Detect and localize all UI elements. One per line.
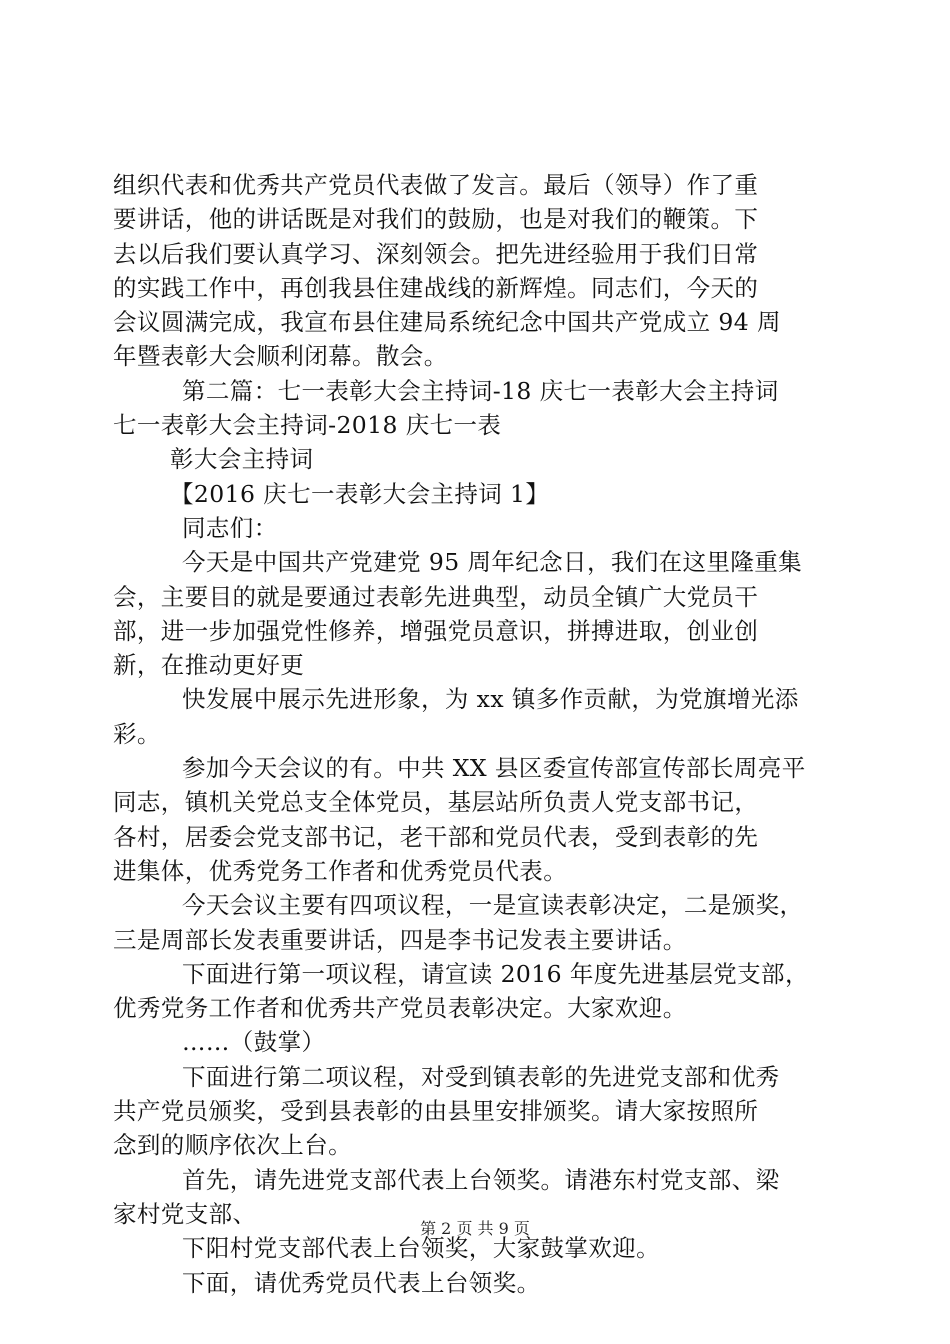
text-line: 第二篇：七一表彰大会主持词-18 庆七一表彰大会主持词	[182, 376, 779, 405]
text-line: 进集体，优秀党务工作者和优秀党员代表。	[113, 856, 568, 885]
text-line: 部，进一步加强党性修养，增强党员意识，拼搏进取，创业创	[113, 616, 759, 645]
text-line: 三是周部长发表重要讲话，四是李书记发表主要讲话。	[113, 925, 687, 954]
text-line: 下面进行第一项议程，请宣读 2016 年度先进基层党支部，	[182, 959, 809, 988]
text-line: 同志，镇机关党总支全体党员，基层站所负责人党支部书记，	[113, 788, 759, 817]
text-line: 会，主要目的就是要通过表彰先进典型，动员全镇广大党员干	[113, 582, 759, 611]
text-line: 年暨表彰大会顺利闭幕。散会。	[113, 342, 448, 371]
text-line: 要讲话，他的讲话既是对我们的鼓励，也是对我们的鞭策。下	[113, 205, 759, 234]
text-line: 同志们：	[182, 513, 278, 542]
text-line: 下面进行第二项议程，对受到镇表彰的先进党支部和优秀	[182, 1062, 780, 1091]
text-line: 彩。	[113, 719, 161, 748]
document-body	[113, 168, 843, 1300]
text-line: 快发展中展示先进形象，为 xx 镇多作贡献，为党旗增光添	[182, 685, 799, 714]
text-line: 组织代表和优秀共产党员代表做了发言。最后（领导）作了重	[113, 171, 759, 199]
text-line: ……（鼓掌）	[182, 1028, 326, 1057]
text-line: 的实践工作中，再创我县住建战线的新辉煌。同志们，今天的	[113, 273, 759, 302]
text-line: 首先，请先进党支部代表上台领奖。请港东村党支部、梁	[182, 1165, 780, 1194]
text-line: 家村党支部、	[113, 1199, 257, 1228]
text-line: 优秀党务工作者和优秀共产党员表彰决定。大家欢迎。	[113, 994, 687, 1023]
text-line: 彰大会主持词	[170, 445, 314, 474]
text-line: 下面，请优秀党员代表上台领奖。	[182, 1268, 541, 1297]
text-line: 【2016 庆七一表彰大会主持词 1】	[170, 479, 550, 508]
text-line: 今天是中国共产党建党 95 周年纪念日，我们在这里隆重集	[182, 548, 803, 577]
text-line: 今天会议主要有四项议程，一是宣读表彰决定，二是颁奖，	[182, 891, 804, 920]
text-line: 共产党员颁奖，受到县表彰的由县里安排颁奖。请大家按照所	[113, 1097, 759, 1126]
text-line: 新，在推动更好更	[113, 651, 305, 680]
text-line: 下阳村党支部代表上台领奖，大家鼓掌欢迎。	[182, 1234, 660, 1263]
page-footer: 第 2 页 共 9 页	[420, 1219, 530, 1238]
text-line: 会议圆满完成，我宣布县住建局系统纪念中国共产党成立 94 周	[113, 308, 781, 337]
text-line: 去以后我们要认真学习、深刻领会。把先进经验用于我们日常	[113, 239, 759, 268]
text-line: 念到的顺序依次上台。	[113, 1131, 352, 1160]
text-line: 参加今天会议的有。中共 XX 县区委宣传部宣传部长周亮平	[182, 754, 806, 783]
text-line: 七一表彰大会主持词-2018 庆七一表	[113, 411, 502, 440]
text-line: 各村，居委会党支部书记，老干部和党员代表，受到表彰的先	[113, 822, 759, 851]
